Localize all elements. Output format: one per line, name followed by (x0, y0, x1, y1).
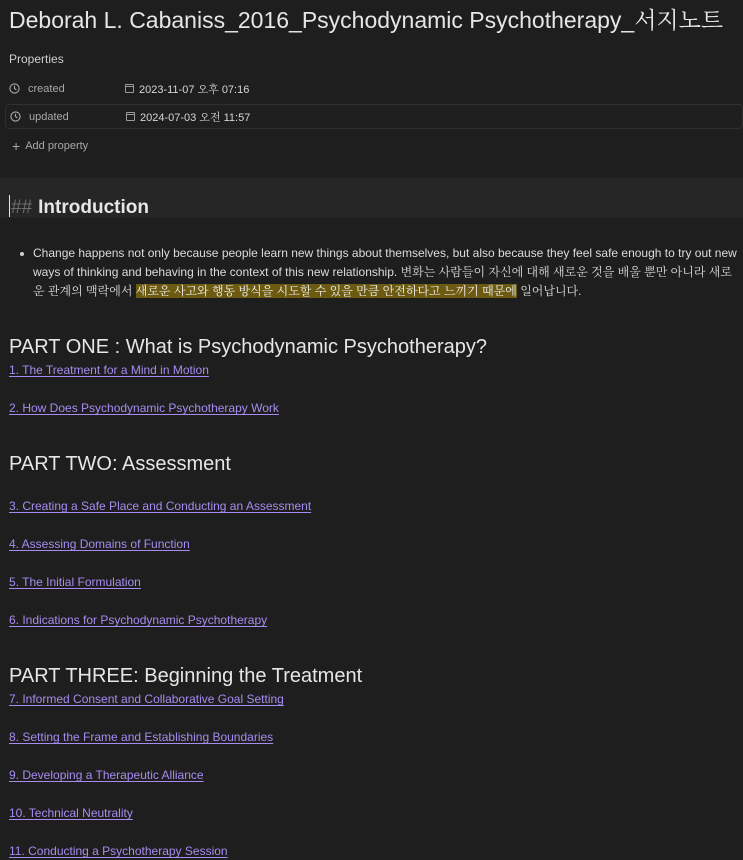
property-row-created[interactable] (5, 76, 743, 101)
part-one-heading: PART ONE : What is Psychodynamic Psychotherapy? (9, 336, 487, 358)
chapter-link[interactable]: 3. Creating a Safe Place and Conducting an Assessment (9, 499, 312, 513)
chapter-link[interactable]: 5. The Initial Formulation (9, 575, 141, 589)
property-key-label: updated (29, 110, 69, 123)
property-row-updated[interactable] (5, 104, 743, 129)
plus-icon: + (12, 138, 21, 154)
chapter-link[interactable]: 1. The Treatment for a Mind in Motion (9, 363, 209, 377)
chapter-link[interactable]: 11. Conducting a Psychotherapy Session (9, 844, 228, 858)
bullet-text-ko-end: 일어납니다. (516, 284, 582, 298)
add-property-label: Add property (25, 140, 89, 152)
property-value[interactable] (125, 81, 249, 97)
chapter-link[interactable]: 4. Assessing Domains of Function (9, 537, 190, 551)
chapter-link[interactable]: 10. Technical Neutrality (9, 806, 133, 820)
chapter-link[interactable]: 2. How Does Psychodynamic Psychotherapy Work (9, 401, 279, 415)
property-key[interactable] (5, 83, 125, 95)
property-value[interactable] (126, 109, 250, 125)
add-property-button[interactable] (12, 139, 88, 153)
note-title[interactable]: Deborah L. Cabaniss_2016_Psychodynamic Psychotherapy_서지노트 (9, 7, 724, 33)
part-two-heading: PART TWO: Assessment (9, 453, 231, 475)
bullet-text-ko: 변화는 사람들이 자신에 대해 새로운 것을 배울 뿐만 아니라 새로운 관계의 맥락에서 (33, 265, 732, 298)
chapter-link[interactable]: 6. Indications for Psychodynamic Psychotherapy (9, 613, 268, 627)
properties-heading: Properties (9, 52, 64, 66)
property-key[interactable] (6, 111, 126, 123)
clock-icon (10, 111, 21, 122)
part-three-heading: PART THREE: Beginning the Treatment (9, 665, 363, 687)
calendar-icon (126, 112, 135, 121)
chapter-link[interactable]: 8. Setting the Frame and Establishing Boundaries (9, 730, 274, 744)
bullet-text-en: Change happens not only because people learn new things about themselves, but also because they feel safe enough to try out new ways of thinking and behaving in the context of this new relationship. (33, 246, 737, 279)
clock-icon (9, 83, 20, 94)
heading-text: Introduction (38, 197, 149, 218)
chapter-link[interactable]: 7. Informed Consent and Collaborative Goal Setting (9, 692, 284, 706)
chapter-link[interactable]: 9. Developing a Therapeutic Alliance (9, 768, 204, 782)
property-value-text: 2024-07-03 오전 11:57 (140, 111, 251, 124)
property-key-label: created (28, 82, 65, 95)
heading-markdown-hashes: ## (11, 197, 33, 218)
introduction-heading[interactable] (9, 195, 149, 219)
text-cursor (9, 195, 10, 217)
list-item[interactable] (20, 244, 743, 301)
highlighted-text: 새로운 사고와 행동 방식을 시도할 수 있을 만큼 안전하다고 느끼기 때문에 (135, 284, 517, 298)
property-value-text: 2023-11-07 오후 07:16 (139, 83, 250, 96)
calendar-icon (125, 84, 134, 93)
bullet-dot (20, 252, 24, 256)
